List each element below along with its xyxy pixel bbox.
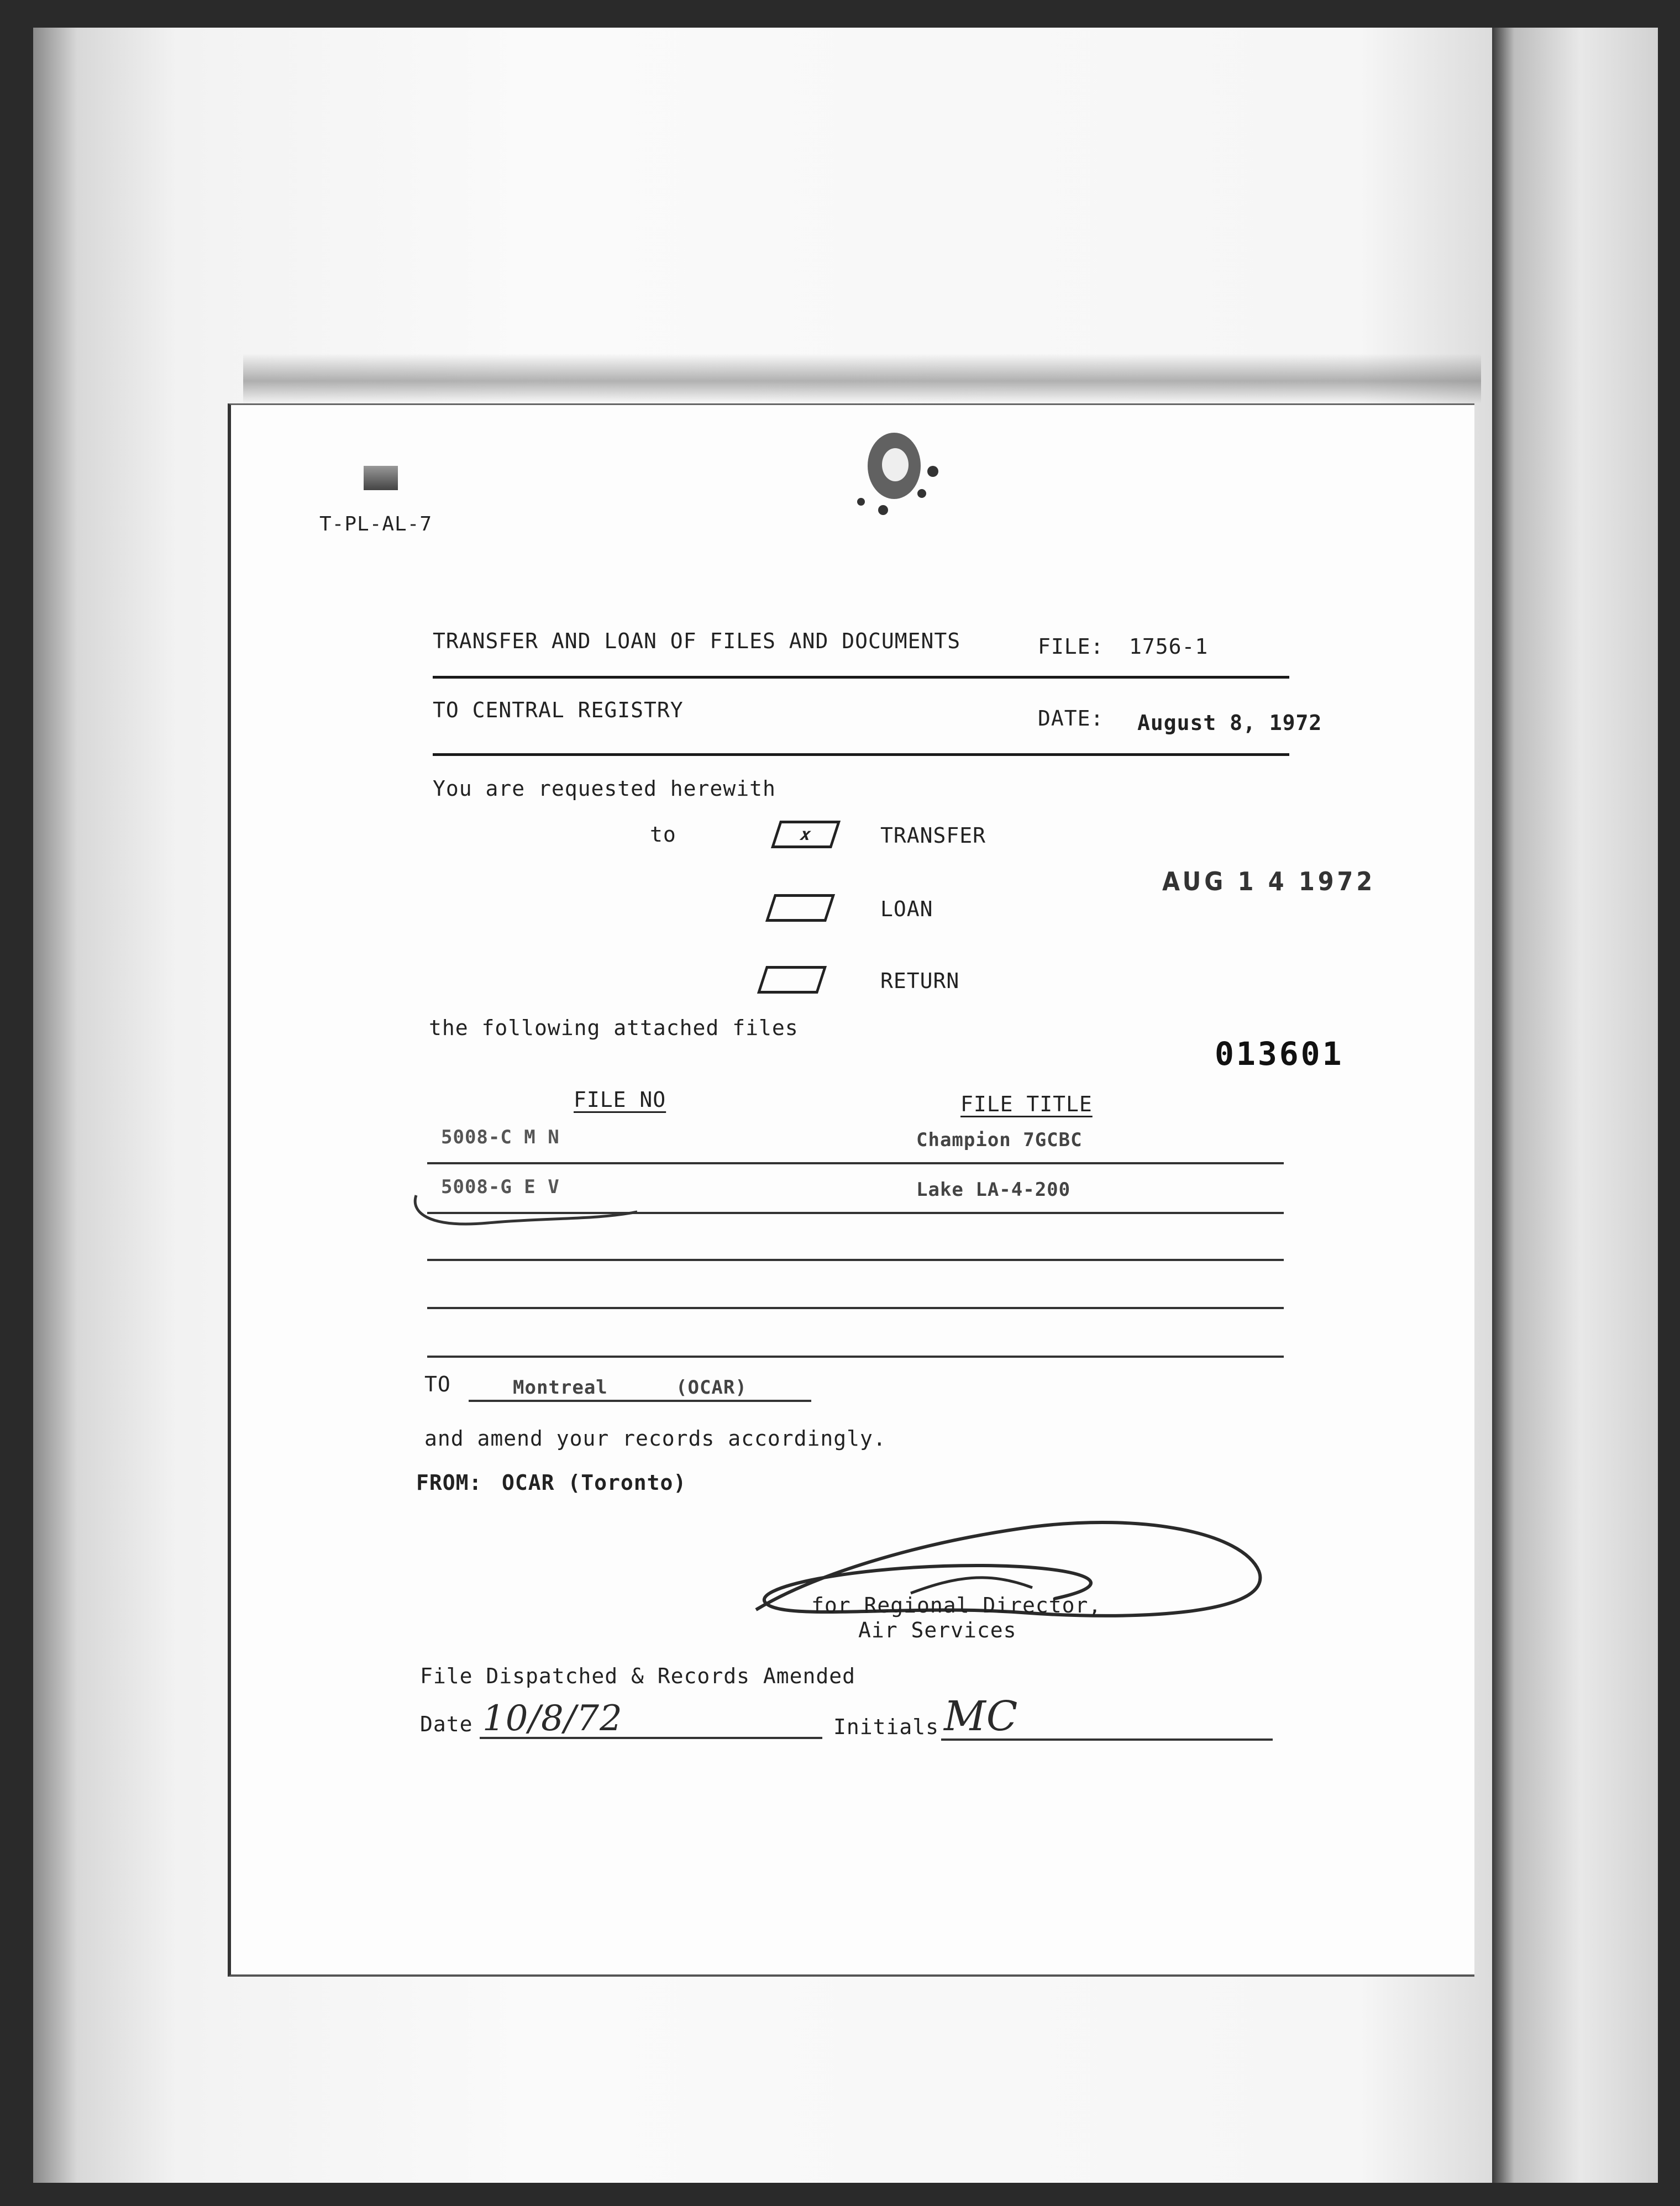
to-rule: [469, 1400, 811, 1402]
to-central-registry: TO CENTRAL REGISTRY: [433, 698, 684, 722]
table-rule-5: [427, 1356, 1284, 1358]
loan-checkbox[interactable]: [765, 894, 835, 922]
date-value: August 8, 1972: [1137, 711, 1322, 735]
signature-line-1: for Regional Director,: [811, 1593, 1102, 1617]
return-checkbox[interactable]: [757, 966, 827, 994]
form-title: TRANSFER AND LOAN OF FILES AND DOCUMENTS: [433, 629, 961, 653]
punch-hole-mark: [822, 388, 966, 532]
from-value: OCAR (Toronto): [502, 1470, 687, 1495]
transfer-label: TRANSFER: [880, 823, 986, 848]
table-rule-2: [427, 1212, 1284, 1214]
row-2-file-title: Lake LA-4-200: [916, 1179, 1071, 1201]
transfer-form-sheet: [228, 403, 1474, 1977]
header-rule-1: [433, 676, 1289, 679]
initials-value: MC: [944, 1693, 1019, 1740]
transfer-checkbox[interactable]: x: [771, 821, 841, 848]
file-title-header: FILE TITLE: [960, 1092, 1093, 1116]
header-rule-2: [433, 753, 1289, 756]
to-word: to: [650, 822, 676, 847]
row-1-file-title: Champion 7GCBC: [916, 1129, 1083, 1151]
tab-mark: [364, 466, 398, 490]
file-value: 1756-1: [1129, 634, 1209, 659]
date-label-2: Date: [420, 1712, 473, 1736]
table-rule-1: [427, 1162, 1284, 1164]
following-files-text: the following attached files: [429, 1016, 799, 1040]
form-code: T-PL-AL-7: [319, 513, 433, 535]
date-label: DATE:: [1038, 706, 1104, 731]
loan-label: LOAN: [880, 897, 933, 921]
to-label: TO: [424, 1372, 451, 1396]
return-label: RETURN: [880, 969, 960, 993]
date-value-2: 10/8/72: [482, 1698, 623, 1739]
file-label: FILE:: [1038, 634, 1104, 659]
initials-label: Initials: [833, 1715, 939, 1739]
row-2-pen-underline: [411, 1190, 643, 1239]
to-org: (OCAR): [676, 1377, 747, 1399]
serial-number: 013601: [1215, 1035, 1344, 1073]
from-label: FROM:: [416, 1470, 482, 1495]
initials-rule: [941, 1738, 1273, 1741]
row-2-file-no: 5008-G E V: [441, 1176, 560, 1198]
to-value: Montreal: [513, 1377, 608, 1399]
amend-text: and amend your records accordingly.: [424, 1426, 886, 1451]
dispatched-text: File Dispatched & Records Amended: [420, 1664, 855, 1688]
table-rule-4: [427, 1307, 1284, 1309]
page-edge-strip: [1492, 28, 1658, 2183]
signature-line-2: Air Services: [858, 1618, 1017, 1642]
table-rule-3: [427, 1259, 1284, 1261]
file-no-header: FILE NO: [574, 1088, 666, 1112]
received-date-stamp: AUG 1 4 1972: [1162, 866, 1376, 896]
row-1-file-no: 5008-C M N: [441, 1126, 560, 1148]
date-rule: [480, 1737, 822, 1739]
request-text: You are requested herewith: [433, 776, 776, 801]
